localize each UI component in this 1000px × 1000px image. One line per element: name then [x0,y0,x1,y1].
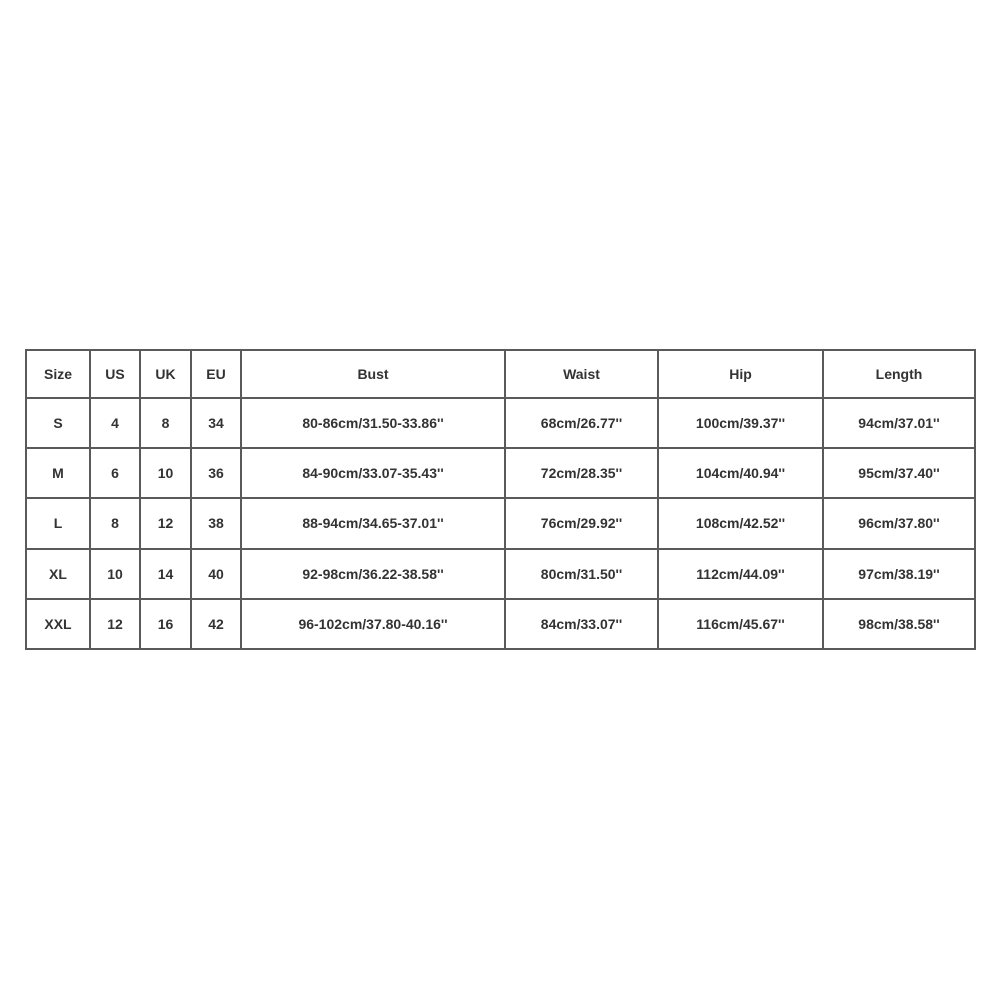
cell-eu: 36 [191,448,241,498]
cell-us: 4 [90,398,140,448]
table-row [26,398,975,448]
cell-length: 94cm/37.01'' [823,398,975,448]
cell-length: 95cm/37.40'' [823,448,975,498]
header-uk: UK [140,350,191,398]
cell-size: XL [26,549,90,599]
cell-size: S [26,398,90,448]
cell-eu: 42 [191,599,241,649]
header-eu: EU [191,350,241,398]
cell-waist: 76cm/29.92'' [505,498,658,548]
header-row [26,350,975,398]
cell-hip: 112cm/44.09'' [658,549,823,599]
cell-us: 8 [90,498,140,548]
cell-eu: 34 [191,398,241,448]
cell-bust: 84-90cm/33.07-35.43'' [241,448,505,498]
table-row [26,599,975,649]
cell-bust: 96-102cm/37.80-40.16'' [241,599,505,649]
table-row [26,498,975,548]
cell-waist: 84cm/33.07'' [505,599,658,649]
cell-hip: 104cm/40.94'' [658,448,823,498]
cell-length: 98cm/38.58'' [823,599,975,649]
cell-waist: 72cm/28.35'' [505,448,658,498]
cell-size: XXL [26,599,90,649]
cell-uk: 14 [140,549,191,599]
cell-us: 6 [90,448,140,498]
cell-size: M [26,448,90,498]
table-row [26,448,975,498]
cell-us: 12 [90,599,140,649]
header-length: Length [823,350,975,398]
cell-waist: 68cm/26.77'' [505,398,658,448]
cell-hip: 100cm/39.37'' [658,398,823,448]
header-size: Size [26,350,90,398]
header-us: US [90,350,140,398]
cell-uk: 12 [140,498,191,548]
cell-bust: 92-98cm/36.22-38.58'' [241,549,505,599]
cell-hip: 108cm/42.52'' [658,498,823,548]
cell-bust: 80-86cm/31.50-33.86'' [241,398,505,448]
cell-length: 97cm/38.19'' [823,549,975,599]
cell-waist: 80cm/31.50'' [505,549,658,599]
header-hip: Hip [658,350,823,398]
cell-eu: 40 [191,549,241,599]
size-chart-table [25,349,976,650]
cell-us: 10 [90,549,140,599]
header-bust: Bust [241,350,505,398]
cell-eu: 38 [191,498,241,548]
cell-size: L [26,498,90,548]
cell-uk: 16 [140,599,191,649]
header-waist: Waist [505,350,658,398]
cell-uk: 8 [140,398,191,448]
cell-bust: 88-94cm/34.65-37.01'' [241,498,505,548]
cell-hip: 116cm/45.67'' [658,599,823,649]
cell-uk: 10 [140,448,191,498]
table-row [26,549,975,599]
cell-length: 96cm/37.80'' [823,498,975,548]
